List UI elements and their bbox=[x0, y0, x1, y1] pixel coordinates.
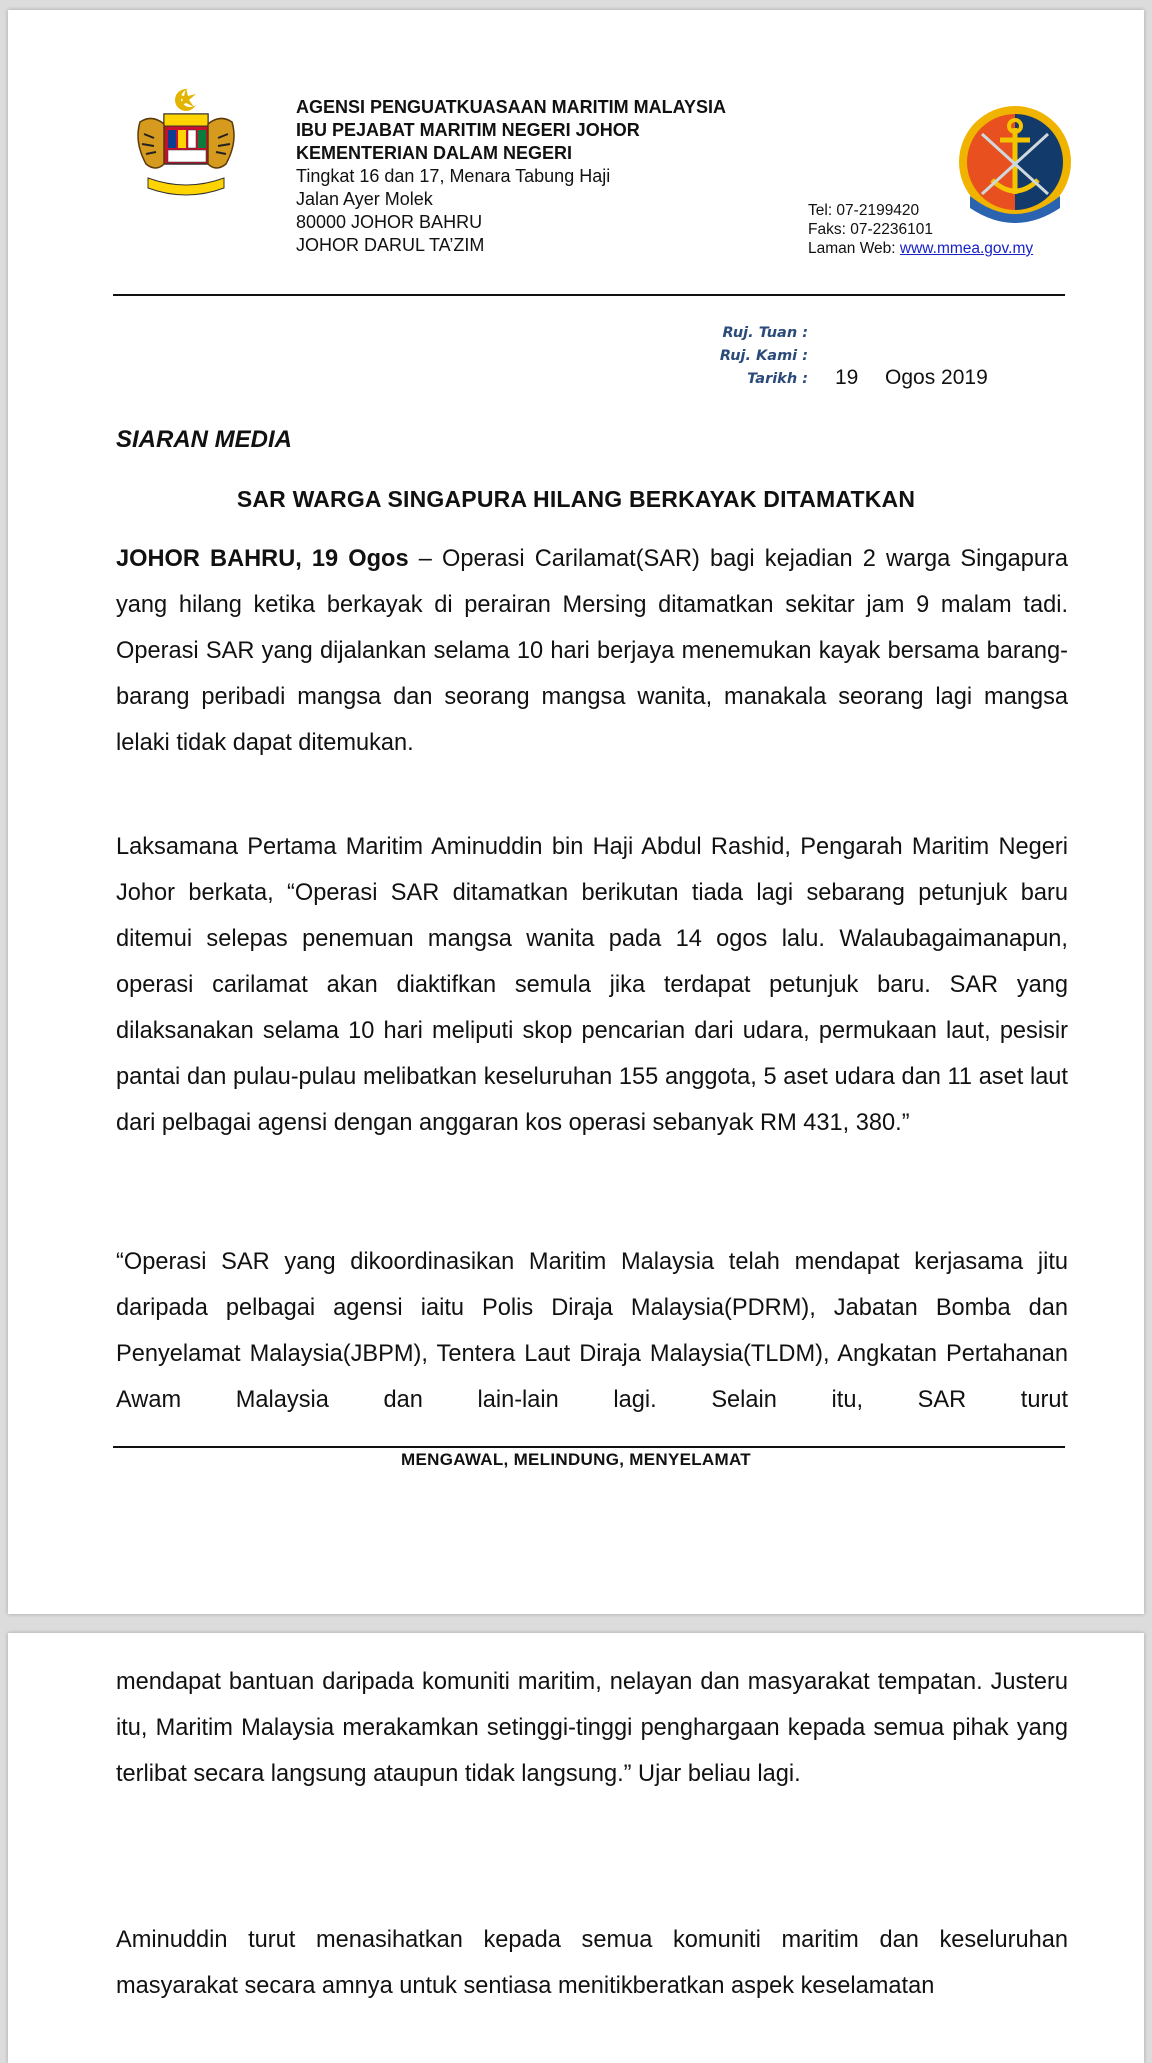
address-line-1: Tingkat 16 dan 17, Menara Tabung Haji bbox=[296, 166, 611, 186]
dateline: JOHOR BAHRU, 19 Ogos bbox=[116, 546, 409, 572]
org-line-1: AGENSI PENGUATKUASAAN MARITIM MALAYSIA bbox=[296, 97, 727, 117]
website-label: Laman Web: bbox=[808, 240, 900, 257]
paragraph-1-text: – Operasi Carilamat(SAR) bagi kejadian 2 warga Singapura yang hilang ketika berkayak di perairan Mersing ditamatkan sekitar jam 9 malam tadi. Operasi SAR yang dijalankan selama 10 hari berjaya menemukan kayak bersama barang-barang peribadi mangsa dan seorang mangsa wanita, manakala seorang lagi mangsa lelaki tidak dapat ditemukan. bbox=[116, 546, 1068, 756]
footer-motto: MENGAWAL, MELINDUNG, MENYELAMAT bbox=[401, 1450, 751, 1469]
fax-number: Faks: 07-2236101 bbox=[808, 221, 933, 238]
document-date bbox=[835, 366, 988, 390]
date-month-year: Ogos 2019 bbox=[885, 366, 988, 389]
footer-divider bbox=[113, 1446, 1065, 1448]
paragraph-1 bbox=[116, 536, 1068, 766]
address-line-3: 80000 JOHOR BAHRU bbox=[296, 212, 483, 232]
header-divider bbox=[113, 294, 1065, 296]
address-line-2: Jalan Ayer Molek bbox=[296, 189, 433, 209]
date-day: 19 bbox=[835, 366, 859, 389]
tel-number: Tel: 07-2199420 bbox=[808, 202, 920, 219]
ruj-tuan-label: Ruj. Tuan : bbox=[722, 325, 808, 341]
paragraph-3-continued: mendapat bantuan daripada komuniti maritim, nelayan dan masyarakat tempatan. Justeru itu, Maritim Malaysia merakamkan setinggi-tinggi penghargaan kepada semua pihak yang terlibat secara langsung ataupun tidak langsung.” Ujar beliau lagi. bbox=[116, 1669, 1068, 1787]
document-page-1 bbox=[8, 10, 1144, 1614]
document-page-2 bbox=[8, 1633, 1144, 2063]
reference-labels bbox=[720, 322, 808, 391]
org-line-2: IBU PEJABAT MARITIM NEGERI JOHOR bbox=[296, 120, 640, 140]
letterhead-address bbox=[296, 96, 726, 257]
mmea-anchor-logo-icon bbox=[952, 104, 1078, 226]
release-headline: SAR WARGA SINGAPURA HILANG BERKAYAK DITAMATKAN bbox=[236, 486, 916, 512]
release-label: SIARAN MEDIA bbox=[116, 426, 293, 453]
website-line bbox=[808, 239, 1033, 258]
paragraph-4: Aminuddin turut menasihatkan kepada semua komuniti maritim dan keseluruhan masyarakat secara amnya untuk sentiasa menitikberatkan aspek keselamatan bbox=[116, 1927, 1068, 1999]
address-line-4: JOHOR DARUL TA’ZIM bbox=[296, 235, 485, 255]
ruj-kami-label: Ruj. Kami : bbox=[719, 348, 808, 364]
org-line-3: KEMENTERIAN DALAM NEGERI bbox=[296, 143, 573, 163]
paragraph-3: “Operasi SAR yang dikoordinasikan Maritim Malaysia telah mendapat kerjasama jitu daripada pelbagai agensi iaitu Polis Diraja Malaysia(PDRM), Jabatan Bomba dan Penyelamat Malaysia(JBPM), Tentera Laut Diraja Malaysia(TLDM), Angkatan Pertahanan Awam Malaysia dan lain-lain lagi. Selain itu, SAR turut bbox=[116, 1249, 1068, 1413]
tarikh-label: Tarikh : bbox=[747, 371, 808, 387]
paragraph-2: Laksamana Pertama Maritim Aminuddin bin Haji Abdul Rashid, Pengarah Maritim Negeri Johor berkata, “Operasi SAR ditamatkan berikutan tiada lagi sebarang petunjuk baru ditemui selepas penemuan mangsa wanita pada 14 ogos lalu. Walaubagaimanapun, operasi carilamat akan diaktifkan semula jika terdapat petunjuk baru. SAR yang dilaksanakan selama 10 hari meliputi skop pencarian dari udara, permukaan laut, pesisir pantai dan pulau-pulau melibatkan keseluruhan 155 anggota, 5 aset udara dan 11 aset laut dari pelbagai agensi dengan anggaran kos operasi sebanyak RM 431, 380.” bbox=[116, 834, 1068, 1136]
malaysia-coat-of-arms-icon bbox=[126, 82, 246, 200]
website-link[interactable]: www.mmea.gov.my bbox=[899, 240, 1034, 257]
